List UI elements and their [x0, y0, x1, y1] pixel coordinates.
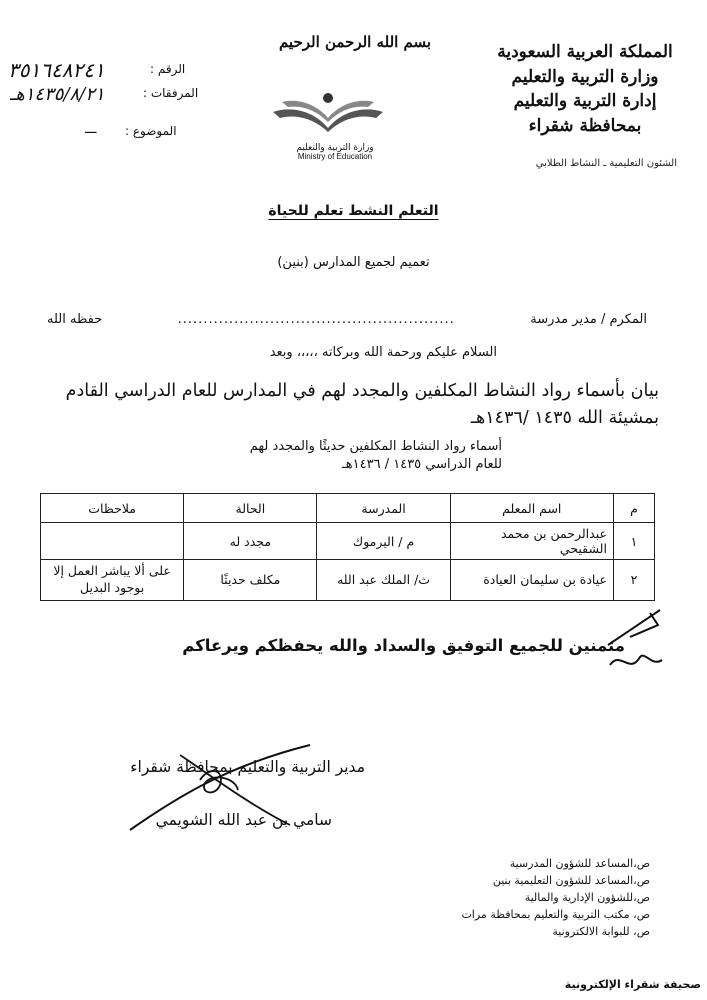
subheading-line-2: للعام الدراسي ١٤٣٥ / ١٤٣٦هـ — [341, 457, 502, 473]
circular-line: تعميم لجميع المدارس (بنين) — [277, 255, 430, 270]
kingdom-name: المملكة العربية السعودية — [497, 42, 673, 62]
greeting: السلام عليكم ورحمة الله وبركاته ،،،،، وبعد — [269, 345, 497, 360]
header-teacher-name: اسم المعلم — [450, 494, 613, 523]
ministry-logo-icon — [268, 88, 388, 138]
basmala: بسم الله الرحمن الرحيم — [278, 33, 432, 51]
reference-number: ٣٥١٦٤٨٢٤١ — [8, 58, 105, 82]
recipient-dots: ...................................................... — [177, 312, 455, 327]
ministry-name: وزارة التربية والتعليم — [511, 66, 659, 87]
row-school: ث/ الملك عبد الله — [317, 560, 450, 601]
table-row — [41, 560, 655, 601]
header-status: الحالة — [184, 494, 317, 523]
closing-line: متمنين للجميع التوفيق والسداد والله يحفظكم ويرعاكم — [182, 636, 625, 655]
header-index: م — [613, 494, 654, 523]
row-notes: على ألا يباشر العمل إلا بوجود البديل — [41, 560, 184, 601]
signatory-name: سامي بن عبد الله الشويمي — [155, 811, 332, 829]
section-name: الشئون التعليمية ـ النشاط الطلابي — [535, 158, 677, 169]
row-status: مكلف حديثًا — [184, 560, 317, 601]
header-notes: ملاحظات — [41, 494, 184, 523]
row-index: ٢ — [613, 560, 654, 601]
header-school: المدرسة — [317, 494, 450, 523]
document-title: التعلم النشط تعلم للحياة — [268, 203, 439, 219]
row-status: مجدد له — [184, 523, 317, 560]
statement: بيان بأسماء رواد النشاط المكلفين والمجدد لهم في المدارس للعام الدراسي القادم بمشيئة الله ١٤٣٥ /١٤٣٦هـ — [65, 381, 659, 429]
list-item: ص،المساعد للشؤون التعليمية بنين — [492, 874, 650, 888]
attachments-label: المرفقات : — [143, 86, 199, 100]
list-item: ص، مكتب التربية والتعليم بمحافظة مرات — [461, 908, 650, 922]
list-item: ص، للبوابة الالكترونية — [552, 925, 650, 939]
newspaper-footer: صحيفة شقراء الإلكترونية — [564, 978, 701, 991]
table-header-row — [41, 494, 655, 523]
subheading-line-1: أسماء رواد النشاط المكلفين حديثًا والمجدد لهم — [249, 439, 502, 454]
recipient-suffix: حفظه الله — [47, 312, 103, 327]
recipient-label: المكرم / مدير مدرسة — [530, 312, 647, 327]
logo-caption-ar: وزارة التربية والتعليم — [296, 143, 374, 153]
list-item: ص،المساعد للشؤون المدرسية — [509, 857, 650, 870]
subject-value: ـــ — [85, 122, 97, 137]
row-school: م / اليرموك — [317, 523, 450, 560]
department-name: إدارة التربية والتعليم بمحافظة شقراء — [513, 91, 657, 136]
row-teacher-name: عبدالرحمن بن محمد الشقيحي — [450, 523, 613, 560]
cc-list — [461, 855, 650, 940]
table-subheading — [250, 438, 502, 474]
number-label: الرقم : — [150, 62, 186, 76]
row-notes — [41, 523, 184, 560]
letterhead-ministry — [485, 40, 685, 139]
row-index: ١ — [613, 523, 654, 560]
subject-label: الموضوع : — [125, 124, 177, 138]
signature-scribble-icon — [120, 735, 320, 835]
reference-date: ١٤٣٥/٨/٢١هـ — [10, 84, 105, 105]
teachers-table — [40, 493, 655, 601]
recipient-line — [47, 312, 647, 327]
list-item: ص،للشؤون الإدارية والمالية — [524, 891, 650, 905]
signatory-title: مدير التربية والتعليم بمحافظة شقراء — [130, 758, 365, 776]
table-row — [41, 523, 655, 560]
row-teacher-name: عيادة بن سليمان العيادة — [450, 560, 613, 601]
logo-caption-en: Ministry of Education — [297, 152, 373, 161]
